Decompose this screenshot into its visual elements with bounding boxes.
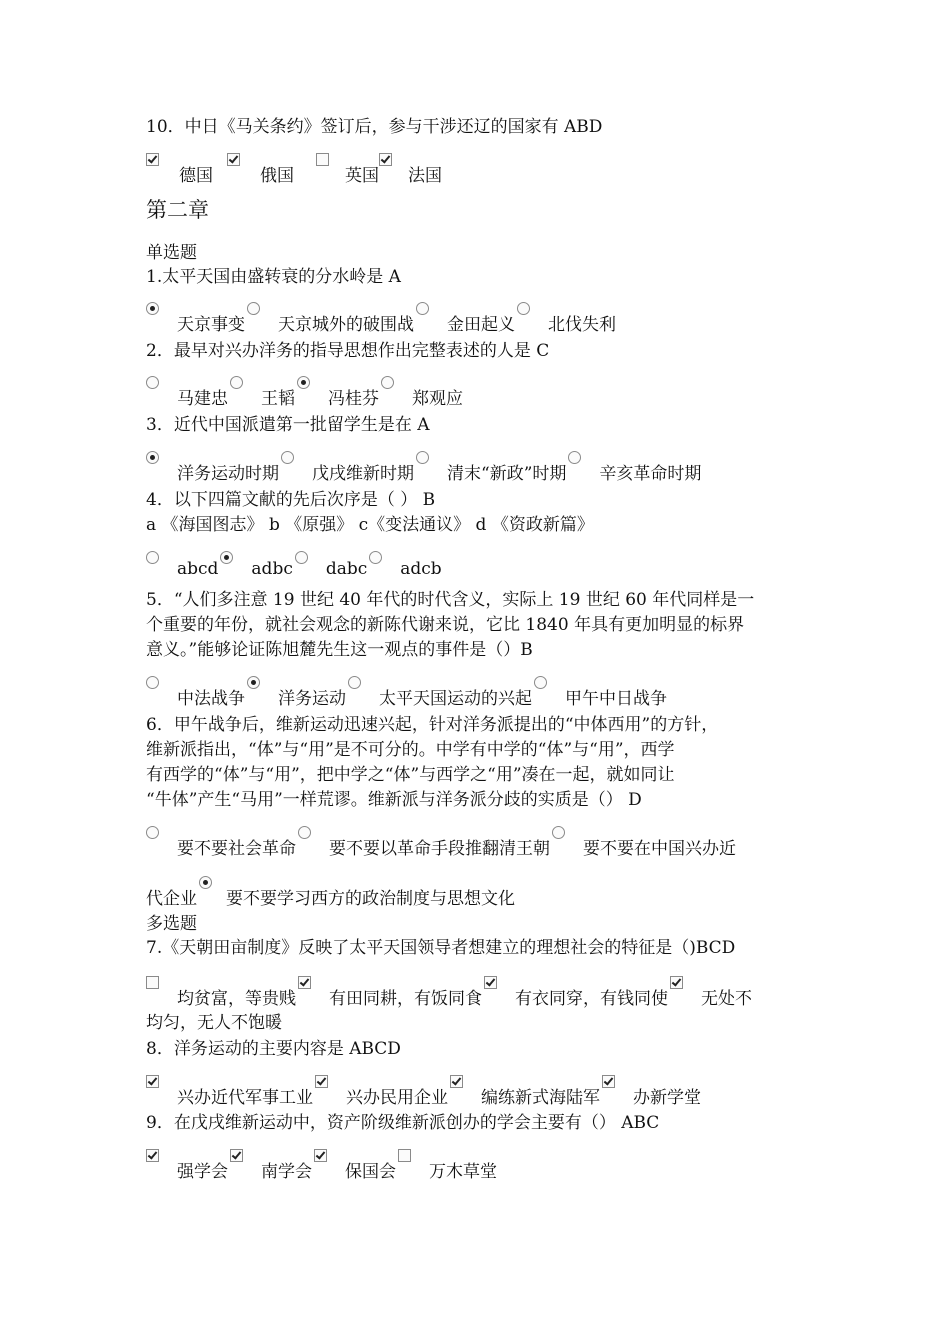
q8-option-4[interactable]: 办新学堂 <box>602 1073 705 1108</box>
question-4-options <box>146 549 446 579</box>
q1-option-2[interactable]: 天京城外的破围战 <box>247 300 416 335</box>
question-3-text: 3．近代中国派遣第一批留学生是在 A <box>146 415 430 435</box>
q9-option-4[interactable]: 万木草堂 <box>398 1147 501 1182</box>
checkbox[interactable] <box>146 153 159 166</box>
q1-option-3[interactable]: 金田起义 <box>416 300 517 335</box>
radio-button[interactable] <box>146 551 159 564</box>
checkbox[interactable] <box>484 976 497 989</box>
q10-option-2[interactable]: 俄国 <box>227 151 316 186</box>
radio-button[interactable] <box>369 551 382 564</box>
q6-option-3-wrap: 代企业 <box>146 889 197 909</box>
q7-option-3[interactable]: 有衣同穿，有钱同使 <box>484 974 670 1009</box>
radio-button[interactable] <box>416 451 429 464</box>
chapter-title: 第二章 <box>146 198 209 222</box>
question-6-options-row-1 <box>146 824 740 859</box>
radio-button[interactable] <box>146 676 159 689</box>
q3-option-1[interactable]: 洋务运动时期 <box>146 449 281 484</box>
question-8-text: 8．洋务运动的主要内容是 ABCD <box>146 1039 401 1059</box>
question-8-options <box>146 1073 705 1108</box>
radio-button[interactable] <box>297 376 310 389</box>
checkbox[interactable] <box>602 1075 615 1088</box>
q4-option-4[interactable]: adcb <box>369 549 445 579</box>
checkbox[interactable] <box>316 153 329 166</box>
checkbox[interactable] <box>314 1149 327 1162</box>
q7-option-4[interactable]: 无处不 <box>670 974 756 1009</box>
radio-button[interactable] <box>295 551 308 564</box>
question-6-line-3: 有西学的“体”与“用”，把中学之“体”与西学之“用”凑在一起，就如同让 <box>146 765 675 785</box>
checkbox[interactable] <box>670 976 683 989</box>
q4-option-2[interactable]: adbc <box>220 549 294 579</box>
q2-option-3[interactable]: 冯桂芬 <box>297 374 381 409</box>
radio-button[interactable] <box>281 451 294 464</box>
radio-button[interactable] <box>416 302 429 315</box>
question-7-option-4-wrap: 均匀，无人不饱暖 <box>146 1013 282 1033</box>
q5-option-2[interactable]: 洋务运动 <box>247 674 348 709</box>
question-5-line-3: 意义。”能够论证陈旭麓先生这一观点的事件是（）B <box>146 640 533 660</box>
q5-option-4[interactable]: 甲午中日战争 <box>534 674 671 709</box>
checkbox[interactable] <box>315 1075 328 1088</box>
checkbox[interactable] <box>230 1149 243 1162</box>
q5-option-1[interactable]: 中法战争 <box>146 674 247 709</box>
question-3-options <box>146 449 705 484</box>
question-6-line-4: “牛体”产生“马用”一样荒谬。维新派与洋务派分歧的实质是（） D <box>146 790 642 810</box>
checkbox[interactable] <box>450 1075 463 1088</box>
q2-option-4[interactable]: 郑观应 <box>381 374 467 409</box>
radio-button[interactable] <box>220 551 233 564</box>
checkbox[interactable] <box>398 1149 411 1162</box>
question-4-subtext: a 《海国图志》 b 《原强》 c《变法通议》 d 《资政新篇》 <box>146 515 594 535</box>
radio-button[interactable] <box>230 376 243 389</box>
radio-button[interactable] <box>298 826 311 839</box>
q3-option-3[interactable]: 清末“新政”时期 <box>416 449 568 484</box>
question-7-text: 7.《天朝田亩制度》反映了太平天国领导者想建立的理想社会的特征是（)BCD <box>146 938 736 958</box>
radio-button[interactable] <box>146 451 159 464</box>
q4-option-3[interactable]: dabc <box>295 549 369 579</box>
question-2-text: 2．最早对兴办洋务的指导思想作出完整表述的人是 C <box>146 341 550 361</box>
q9-option-3[interactable]: 保国会 <box>314 1147 398 1182</box>
radio-button[interactable] <box>552 826 565 839</box>
checkbox[interactable] <box>298 976 311 989</box>
q10-option-4[interactable]: 法国 <box>379 151 446 186</box>
checkbox[interactable] <box>146 1149 159 1162</box>
q6-option-4[interactable]: 要不要学习西方的政治制度与思想文化 <box>199 874 519 909</box>
question-1-options <box>146 300 620 335</box>
q7-option-1[interactable]: 均贫富，等贵贱 <box>146 974 298 1009</box>
question-6-options-row-2 <box>146 874 519 909</box>
q1-option-4[interactable]: 北伐失利 <box>517 300 620 335</box>
section-title-multi: 多选题 <box>146 914 197 934</box>
q8-option-1[interactable]: 兴办近代军事工业 <box>146 1073 315 1108</box>
checkbox[interactable] <box>379 153 392 166</box>
question-5-line-1: 5．“人们多注意 19 世纪 40 年代的时代含义，实际上 19 世纪 60 年代同样是一 <box>146 590 755 610</box>
question-9-text: 9．在戊戌维新运动中，资产阶级维新派创办的学会主要有（） ABC <box>146 1113 660 1133</box>
q8-option-2[interactable]: 兴办民用企业 <box>315 1073 450 1108</box>
checkbox[interactable] <box>146 976 159 989</box>
radio-button[interactable] <box>381 376 394 389</box>
question-6-line-1: 6．甲午战争后，维新运动迅速兴起，针对洋务派提出的“中体西用”的方针， <box>146 715 719 735</box>
q6-option-2[interactable]: 要不要以革命手段推翻清王朝 <box>298 824 552 859</box>
q2-option-2[interactable]: 王韬 <box>230 374 297 409</box>
question-1-text: 1.太平天国由盛转衰的分水岭是 A <box>146 267 401 287</box>
radio-button[interactable] <box>348 676 361 689</box>
question-10-options <box>146 151 446 186</box>
q2-option-1[interactable]: 马建忠 <box>146 374 230 409</box>
radio-button[interactable] <box>517 302 530 315</box>
q10-option-3[interactable]: 英国 <box>316 151 379 186</box>
radio-button[interactable] <box>146 302 159 315</box>
checkbox[interactable] <box>227 153 240 166</box>
radio-button[interactable] <box>146 826 159 839</box>
radio-button[interactable] <box>247 302 260 315</box>
question-7-options <box>146 974 756 1009</box>
q9-option-2[interactable]: 南学会 <box>230 1147 314 1182</box>
q7-option-2[interactable]: 有田同耕，有饭同食 <box>298 974 484 1009</box>
q5-option-3[interactable]: 太平天国运动的兴起 <box>348 674 534 709</box>
section-title-single: 单选题 <box>146 243 197 263</box>
radio-button[interactable] <box>146 376 159 389</box>
q1-option-1[interactable]: 天京事变 <box>146 300 247 335</box>
radio-button[interactable] <box>199 876 212 889</box>
q8-option-3[interactable]: 编练新式海陆军 <box>450 1073 602 1108</box>
question-4-text: 4．以下四篇文献的先后次序是（ ） B <box>146 490 436 510</box>
q3-option-4[interactable]: 辛亥革命时期 <box>568 449 705 484</box>
radio-button[interactable] <box>247 676 260 689</box>
q10-option-1[interactable]: 德国 <box>146 151 227 186</box>
q9-option-1[interactable]: 强学会 <box>146 1147 230 1182</box>
question-5-options <box>146 674 671 709</box>
q6-option-1[interactable]: 要不要社会革命 <box>146 824 298 859</box>
question-5-line-2: 个重要的年份，就社会观念的新陈代谢来说，它比 1840 年具有更加明显的标界 <box>146 615 745 635</box>
question-10-text: 10．中日《马关条约》签订后，参与干涉还辽的国家有 ABD <box>146 117 603 137</box>
radio-button[interactable] <box>568 451 581 464</box>
q3-option-2[interactable]: 戊戌维新时期 <box>281 449 416 484</box>
question-9-options <box>146 1147 501 1182</box>
checkbox[interactable] <box>146 1075 159 1088</box>
question-2-options <box>146 374 467 409</box>
q6-option-3[interactable]: 要不要在中国兴办近 <box>552 824 740 859</box>
question-6-line-2: 维新派指出，“体”与“用”是不可分的。中学有中学的“体”与“用”，西学 <box>146 740 675 760</box>
q4-option-1[interactable]: abcd <box>146 549 220 579</box>
radio-button[interactable] <box>534 676 547 689</box>
